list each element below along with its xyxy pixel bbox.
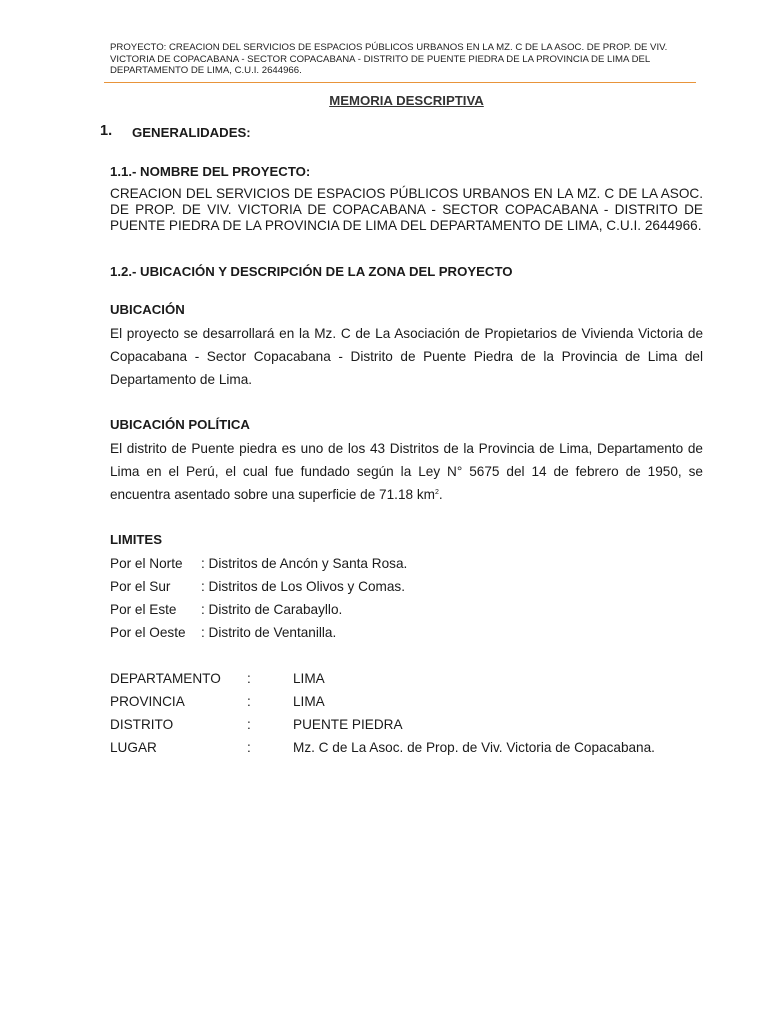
location-row bbox=[110, 670, 655, 693]
project-name-text: CREACION DEL SERVICIOS DE ESPACIOS PÚBLICOS URBANOS EN LA MZ. C DE LA ASOC. DE PROP. DE VIV. VICTORIA DE COPACABANA - SECTOR COPACABANA - DISTRITO DE PUENTE PIEDRA DE LA PROVINCIA DE LIMA DEL DEPARTAMENTO DE LIMA, C.U.I. 2644966. bbox=[110, 186, 703, 233]
location-row bbox=[110, 693, 655, 716]
limit-value: : Distrito de Carabayllo. bbox=[201, 602, 343, 617]
ubicacion-text: El proyecto se desarrollará en la Mz. C de La Asociación de Propietarios de Vivienda Victoria de Copacabana - Sector Copacabana - Distrito de Puente Piedra de la Provincia de Lima del Departamento de Lima. bbox=[110, 326, 703, 387]
location-row bbox=[110, 739, 655, 762]
limit-row bbox=[110, 624, 407, 647]
section-number: 1. bbox=[100, 123, 113, 139]
location-separator: : bbox=[247, 740, 251, 755]
limit-value: : Distritos de Los Olivos y Comas. bbox=[201, 579, 405, 594]
location-separator: : bbox=[247, 671, 251, 686]
running-header: PROYECTO: CREACION DEL SERVICIOS DE ESPACIOS PÚBLICOS URBANOS EN LA MZ. C DE LA ASOC. DE PROP. DE VIV. VICTORIA DE COPACABANA - SECTOR COPACABANA - DISTRITO DE PUENTE PIEDRA DE LA PROVINCIA DE LIMA DEL DEPARTAMENTO DE LIMA, C.U.I. 2644966. bbox=[110, 42, 668, 77]
limit-label: Por el Norte bbox=[110, 556, 183, 571]
area-unit-superscript: 2 bbox=[434, 489, 439, 496]
limit-label: Por el Este bbox=[110, 602, 177, 617]
document-title: MEMORIA DESCRIPTIVA bbox=[329, 93, 484, 108]
ubicacion-heading: UBICACIÓN bbox=[110, 302, 185, 317]
politica-end: . bbox=[438, 487, 443, 502]
limits-list bbox=[110, 555, 407, 647]
location-value: LIMA bbox=[293, 694, 325, 709]
limit-row bbox=[110, 578, 407, 601]
location-value: LIMA bbox=[293, 671, 325, 686]
limites-heading: LIMITES bbox=[110, 532, 163, 547]
politica-heading: UBICACIÓN POLÍTICA bbox=[110, 417, 250, 432]
limit-value: : Distrito de Ventanilla. bbox=[201, 625, 337, 640]
location-label: DEPARTAMENTO bbox=[110, 671, 221, 686]
section-title: GENERALIDADES: bbox=[132, 125, 251, 140]
limit-label: Por el Oeste bbox=[110, 625, 186, 640]
project-name-heading: 1.1.- NOMBRE DEL PROYECTO: bbox=[110, 164, 311, 179]
header-rule bbox=[104, 82, 696, 83]
location-table bbox=[110, 670, 655, 762]
location-description-heading: 1.2.- UBICACIÓN Y DESCRIPCIÓN DE LA ZONA DEL PROYECTO bbox=[110, 264, 513, 279]
limit-row bbox=[110, 601, 407, 624]
politica-body: El distrito de Puente piedra es uno de los 43 Distritos de la Provincia de Lima, Departamento de Lima en el Perú, el cual fue fundado según la Ley N° 5675 del 14 de febrero de 1950, se encuentra asentado sobre una superficie de 71.18 km bbox=[110, 441, 703, 502]
location-separator: : bbox=[247, 717, 251, 732]
politica-text bbox=[110, 437, 703, 506]
limit-row bbox=[110, 555, 407, 578]
location-label: DISTRITO bbox=[110, 717, 174, 732]
location-separator: : bbox=[247, 694, 251, 709]
location-value: PUENTE PIEDRA bbox=[293, 717, 403, 732]
location-label: PROVINCIA bbox=[110, 694, 185, 709]
location-value: Mz. C de La Asoc. de Prop. de Viv. Victoria de Copacabana. bbox=[293, 740, 655, 755]
limit-label: Por el Sur bbox=[110, 579, 171, 594]
limit-value: : Distritos de Ancón y Santa Rosa. bbox=[201, 556, 408, 571]
location-label: LUGAR bbox=[110, 740, 157, 755]
location-row bbox=[110, 716, 655, 739]
